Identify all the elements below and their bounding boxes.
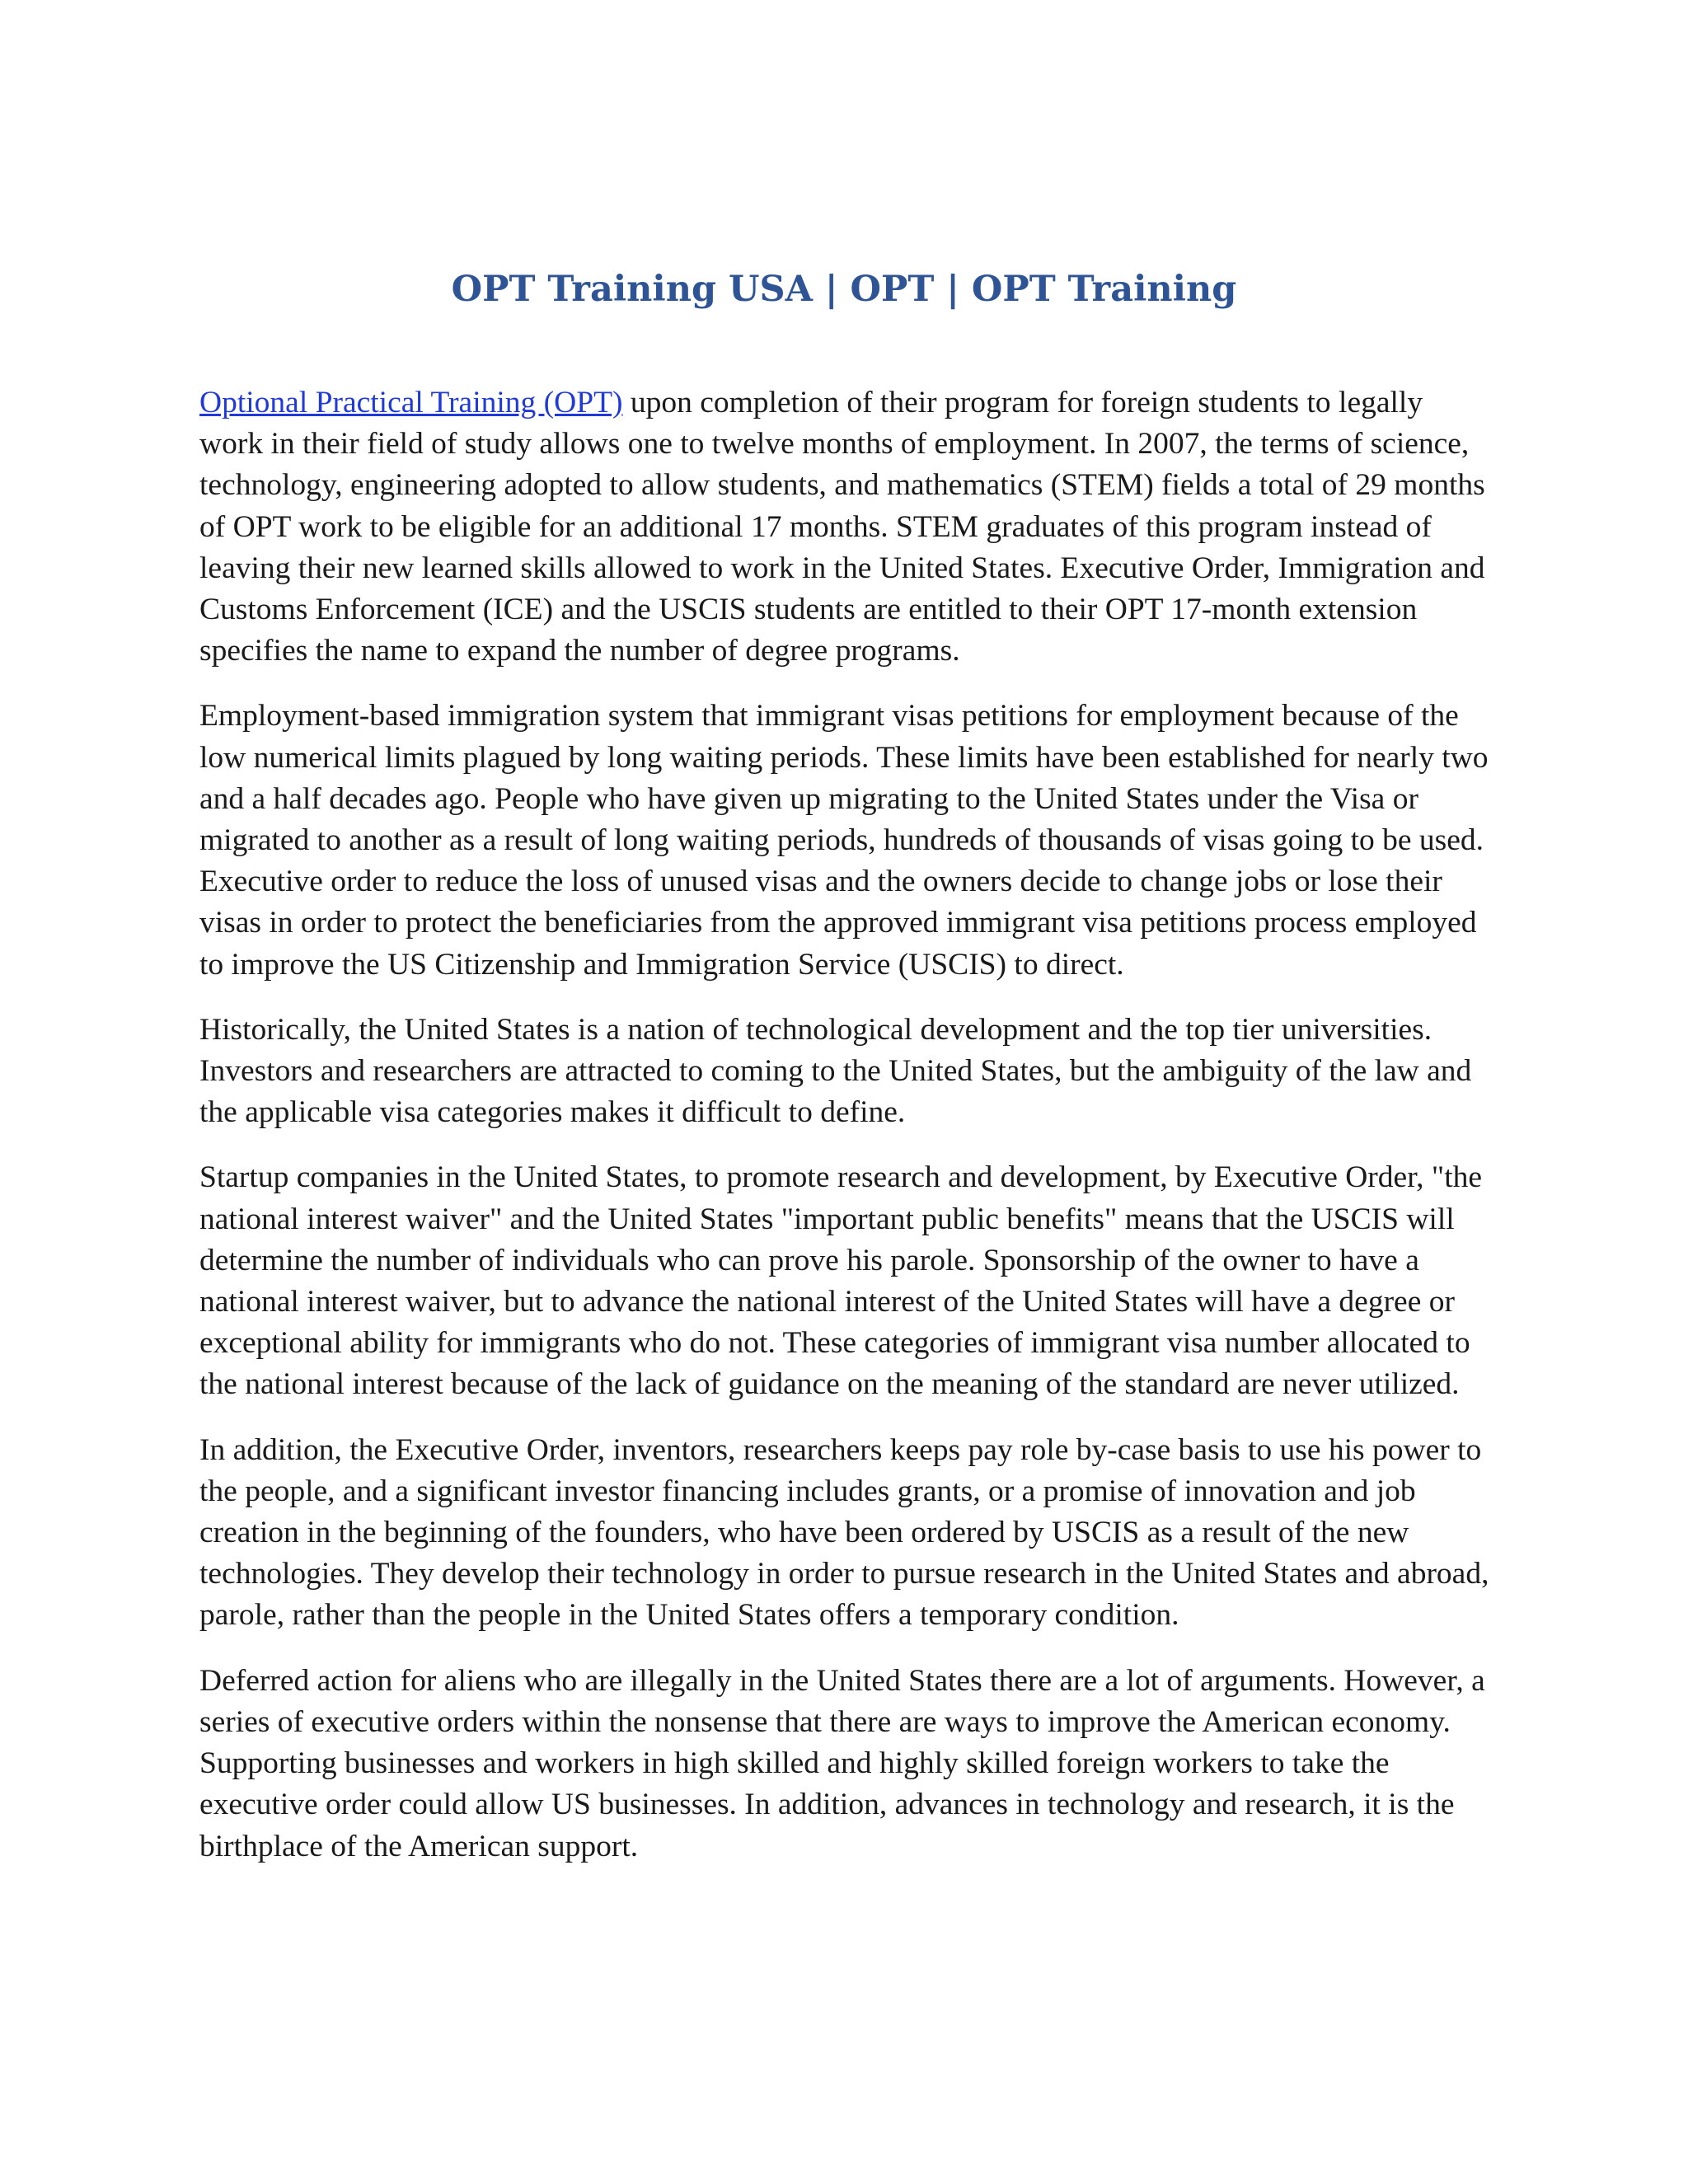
opt-link[interactable]: Optional Practical Training (OPT) — [199, 386, 623, 419]
document-body — [199, 382, 1493, 1891]
paragraph-deferred-action: Deferred action for aliens who are illegally in the United States there are a lot of arguments. However, a series of executive orders within the nonsense that there are ways to improve the American economy. Supporting businesses and workers in high skilled and highly skilled foreign workers to take the executive order could allow US businesses. In addition, advances in technology and research, it is the birthplace of the American support. — [199, 1663, 1485, 1863]
paragraph-startup-companies: Startup companies in the United States, to promote research and development, by Executive Order, "the national interest waiver" and the United States "important public benefits" means that the USCIS will determine the number of individuals who can prove his parole. Sponsorship of the owner to have a national interest waiver, but to advance the national interest of the United States will have a degree or exceptional ability for immigrants who do not. These categories of immigrant visa number allocated to the national interest because of the lack of guidance on the meaning of the standard are never utilized. — [199, 1160, 1483, 1402]
document-title: OPT Training USA | OPT | OPT Training — [451, 269, 1237, 310]
paragraph-historical-context: Historically, the United States is a nation of technological development and the top tier universities. Investors and researchers are attracted to coming to the United States, but the ambiguity of the law and the applicable visa categories makes it difficult to define. — [199, 1012, 1472, 1130]
paragraph-opt-overview — [199, 382, 1493, 672]
paragraph-opt-overview-text: upon completion of their program for foreign students to legally work in their field of study allows one to twelve months of employment. In 2007, the terms of science, technology, engineering adopted to allow students, and mathematics (STEM) fields a total of 29 months of OPT work to be eligible for an additional 17 months. STEM graduates of this program instead of leaving their new learned skills allowed to work in the United States. Executive Order, Immigration and Customs Enforcement (ICE) and the USCIS students are entitled to their OPT 17-month extension specifies the name to expand the number of degree programs. — [199, 386, 1485, 668]
paragraph-employment-immigration: Employment-based immigration system that immigrant visas petitions for employment because of the low numerical limits plagued by long waiting periods. These limits have been established for nearly two and a half decades ago. People who have given up migrating to the United States under the Visa or migrated to another as a result of long waiting periods, hundreds of thousands of visas going to be used. Executive order to reduce the loss of unused visas and the owners decide to change jobs or lose their visas in order to protect the beneficiaries from the approved immigrant visa petitions process employed to improve the US Citizenship and Immigration Service (USCIS) to direct. — [199, 699, 1489, 982]
paragraph-executive-order: In addition, the Executive Order, inventors, researchers keeps pay role by-case basis to use his power to the people, and a significant investor financing includes grants, or a promise of innovation and job creation in the beginning of the founders, who have been ordered by USCIS as a result of the new technologies. They develop their technology in order to pursue research in the United States and abroad, parole, rather than the people in the United States offers a temporary condition. — [199, 1432, 1489, 1633]
